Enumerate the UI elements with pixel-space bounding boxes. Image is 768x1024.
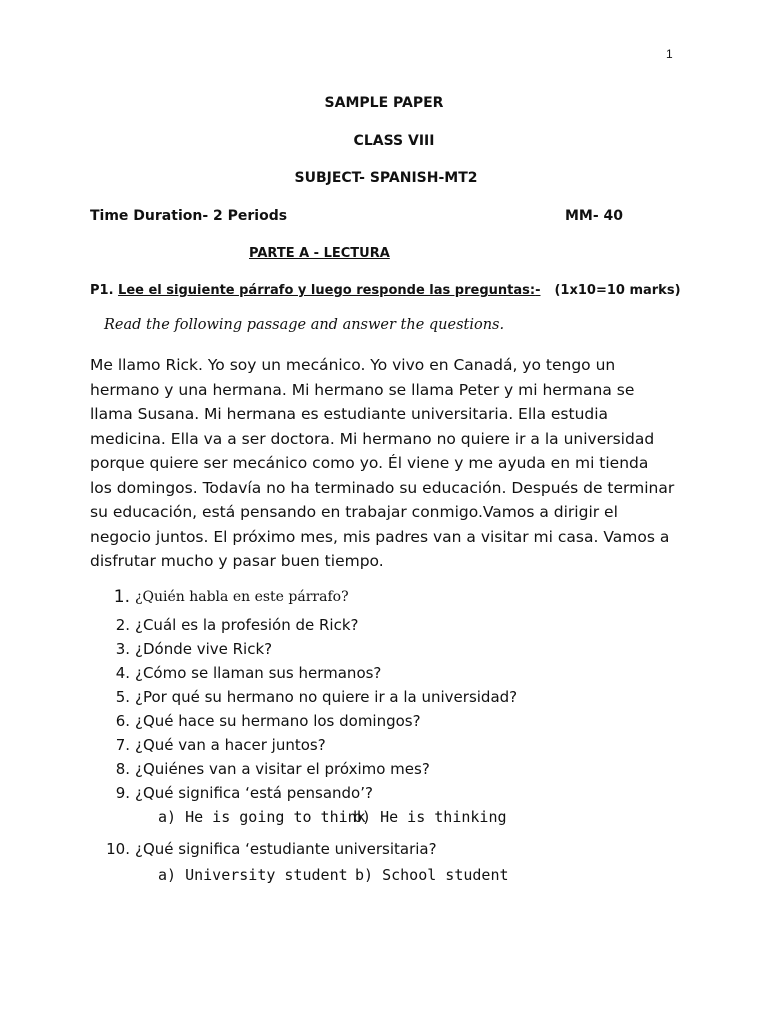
max-marks: MM- 40 — [565, 208, 624, 224]
question-text: ¿Cómo se llaman sus hermanos? — [135, 664, 382, 682]
subject-label: SUBJECT- SPANISH-MT2 — [294, 170, 478, 186]
passage-line: porque quiere ser mecánico como yo. Él viene y me ayuda en mi tienda — [90, 454, 649, 472]
question-text: ¿Qué van a hacer juntos? — [135, 736, 326, 754]
question-number: 7. — [115, 736, 130, 754]
question-number: 6. — [115, 712, 130, 730]
instruction-suffix: - — [535, 283, 541, 298]
q10-option-b: b) School student — [355, 866, 509, 884]
passage-line: llama Susana. Mi hermana es estudiante universitaria. Ella estudia — [90, 405, 609, 423]
question-text: ¿Cuál es la profesión de Rick? — [135, 616, 359, 634]
question-number: 9. — [115, 784, 130, 802]
passage-line: disfrutar mucho y pasar buen tiempo. — [90, 552, 384, 570]
question-number: 4. — [115, 664, 130, 682]
instruction-prefix: P1. — [90, 283, 119, 298]
passage-line: los domingos. Todavía no ha terminado su educación. Después de terminar — [90, 478, 675, 497]
passage-line: su educación, está pensando en trabajar conmigo.Vamos a dirigir el — [90, 503, 618, 521]
passage-line: negocio juntos. El próximo mes, mis padres van a visitar mi casa. Vamos a — [90, 527, 670, 546]
q9-option-b: b) He is thinking — [353, 808, 507, 826]
time-duration: Time Duration- 2 Periods — [90, 208, 288, 224]
question-text: ¿Qué hace su hermano los domingos? — [135, 712, 421, 730]
q10-option-a: a) University student — [158, 866, 348, 884]
question-number: 8. — [115, 760, 130, 778]
question-text: ¿Quiénes van a visitar el próximo mes? — [135, 760, 430, 778]
question-text: ¿Por qué su hermano no quiere ir a la universidad? — [135, 688, 518, 706]
question-number: 5. — [115, 688, 130, 706]
question-text: ¿Quién habla en este párrafo? — [135, 589, 349, 605]
question-text: ¿Qué significa ‘estudiante universitaria? — [135, 840, 437, 858]
passage-line: Me llamo Rick. Yo soy un mecánico. Yo vivo en Canadá, yo tengo un — [90, 356, 616, 374]
class-label: CLASS VIII — [353, 133, 435, 149]
question-number: 2. — [115, 616, 130, 634]
passage-line: medicina. Ella va a ser doctora. Mi hermano no quiere ir a la universidad — [90, 429, 655, 448]
instruction-line — [90, 283, 681, 298]
q9-option-a: a) He is going to think — [158, 808, 366, 826]
passage-line: hermano y una hermana. Mi hermano se llama Peter y mi hermana se — [90, 380, 635, 399]
english-instruction: Read the following passage and answer the questions. — [104, 317, 505, 333]
question-text: ¿Dónde vive Rick? — [135, 640, 273, 658]
question-number: 1. — [113, 587, 130, 607]
paper-title: SAMPLE PAPER — [324, 95, 444, 111]
section-heading: PARTE A - LECTURA — [249, 246, 390, 261]
question-text: ¿Qué significa ‘está pensando’? — [135, 784, 373, 802]
page-number: 1 — [666, 47, 673, 61]
question-number: 3. — [115, 640, 130, 658]
question-number: 10. — [106, 840, 130, 858]
instruction-marks: (1x10=10 marks) — [554, 283, 681, 298]
instruction-text: Lee el siguiente párrafo y luego responde las preguntas: — [118, 283, 536, 298]
reading-passage — [90, 353, 690, 574]
